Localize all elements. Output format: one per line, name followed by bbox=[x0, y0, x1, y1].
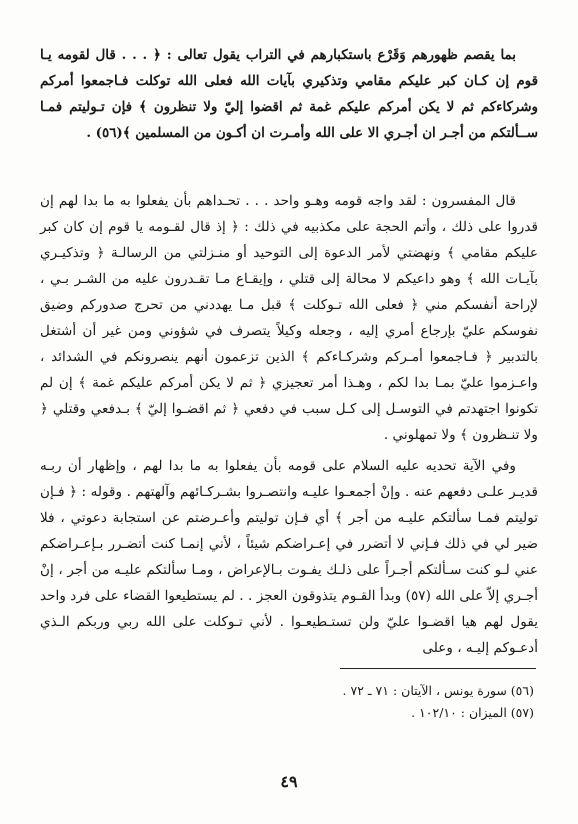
footnote-57: (٥٧) الميزان : ١٠٢/١٠ . bbox=[411, 705, 534, 720]
commentary-text: قال المفسرون : لقد واجه قومه وهـو واحد . . . تحـداهم بأن يفعلوا به ما بدا لهم إن قدروا على ذلك ، وأتم الحجة على مكذبيه في ذلك : ﴿ إذ قال لقـومه يا قوم إن كان كبر عليكم مقامي ﴾ ونهضتي لأمر الدعوة إلى التوحيد أو منـزلتي من الرسالـة ﴿ وتذكيـري بآيـات الله ﴾ وهو داعيكم لا محالة إلى قتلي ، وإيقـاع مـا تقـدرون عليه من الشـر بـي ، لإراحة أنفسكم مني ﴿ فعلى الله تـوكلت ﴾ قبل مـا يهددني من تحرج صدوركم وضيق نفوسكم عليّ بإرجاع أمري إليه ، وجعله وكيلاً يتصرف في شؤوني ومن غير أن أشتغل بالتدبير ﴿ فـاجمعوا أمـركم وشركـاءكم ﴾ الذين تزعمون أنهم ينصرونكم في الشدائد ، واعـزموا عليّ بمـا بدا لكم ، وهـذا أمر تعجيزي ﴿ ثم لا يكن أمركم عليكم غمة ﴾ إن لم تكونوا اجتهدتم في التوسـل إلى كـل سبب في دفعي ﴿ ثم اقضـوا إليّ ﴾ بـدفعي وقتلي ﴿ ولا تنـظرون ﴾ ولا تمهلوني . bbox=[40, 193, 538, 443]
verse-text: بما يقصم ظهورهم وَقَرْع باستكبارهم في التراب يقول تعالى : ﴿ . . . قال لقومه يـا قوم إن كـان كبر عليكم مقامي وتذكيري بآيات الله فعلى الله توكلت فـاجمعوا أمركم وشركاءكم ثم لا يكن أمركم عليكم غمة ثم اقضوا إليّ ولا تنظرون ﴾ فإن تـوليتم فمـا ســألتكم من أجـر ان أجـري الا على الله وأمـرت ان أكـون من المسلمين ﴾(٥٦) . bbox=[40, 47, 538, 141]
quran-verse-paragraph bbox=[40, 42, 538, 146]
footnotes bbox=[238, 680, 538, 724]
explanation-paragraph bbox=[40, 453, 538, 661]
footnote-56: (٥٦) سورة يونس ، الآيتان : ٧١ ـ ٧٢ . bbox=[342, 683, 534, 698]
commentary-paragraph bbox=[40, 188, 538, 448]
footnote-separator bbox=[340, 668, 536, 669]
explanation-text: وفي الآية تحديه عليه السلام على قومه بأن يفعلوا به ما بدا لهم ، وإظهار أن ربـه قديـر علـى دفعهم عنه . وإنْ أجمعـوا عليـه وانتصـروا بشـركـائهم وآلهتهم . وقوله : ﴿ فـإن توليتم فمـا سألتكم عليـه من أجر ﴾ أي فـإن توليتم وأعـرضتم عن استجابة دعوتي ، فلا ضير لي في ذلك فـإني لا أتضرر في إعـراضكم شيئاً ، لأني إنمـا كنت أتضـرر بـإعـراضكم عني لـو كنت سـألتكم أجـراً على ذلـك يفـوت بـالإعراض ، ومـا سألتكم عليـه من أجر ، إنْ أجـري إلاّ على الله (٥٧) وبدأ القـوم يتذوقون العجز . . لم يستطيعوا القضاء على فرد واحد يقول لهم هيا اقضـوا عليّ ولن تستـطيعـوا . لأني تـوكلت على الله ربي وربكم الـذي أدعـوكم إليـه ، وعلى bbox=[40, 458, 538, 656]
page-number: ٤٩ bbox=[280, 772, 298, 791]
